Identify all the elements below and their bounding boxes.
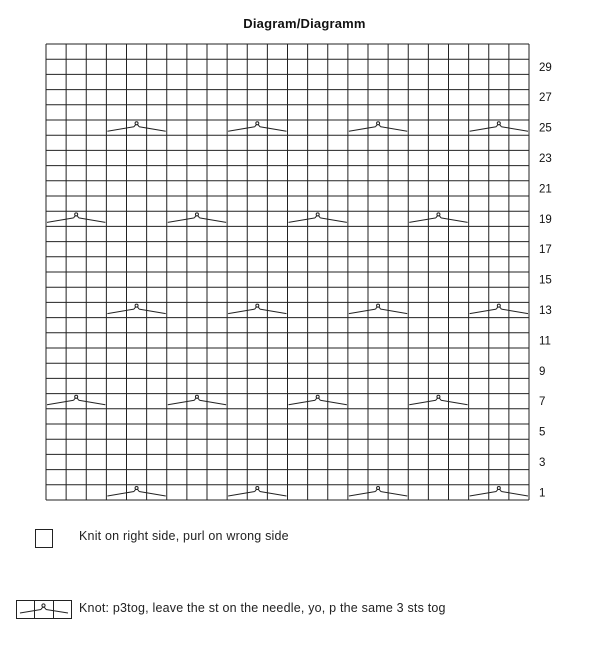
diagram-title: Diagram/Diagramm xyxy=(243,16,366,31)
knot-symbol xyxy=(168,395,226,405)
knot-symbol xyxy=(349,122,407,132)
knot-symbol xyxy=(289,213,347,223)
row-label: 23 xyxy=(539,153,552,165)
knot-symbol xyxy=(107,122,165,132)
row-label: 7 xyxy=(539,396,546,409)
row-label: 5 xyxy=(539,426,546,439)
row-label: 1 xyxy=(539,487,546,500)
row-label: 15 xyxy=(539,274,552,287)
knot-symbol xyxy=(470,487,528,497)
row-label: 13 xyxy=(539,305,552,317)
knot-symbol xyxy=(228,487,286,497)
grid xyxy=(46,44,529,500)
knot-symbol xyxy=(228,122,286,132)
row-label: 11 xyxy=(539,335,551,348)
knot-symbol xyxy=(228,304,286,314)
row-label: 9 xyxy=(539,365,546,378)
knot-symbol xyxy=(289,395,347,405)
knot-symbol xyxy=(107,304,165,314)
row-label: 19 xyxy=(539,213,552,226)
knot-symbol-box xyxy=(16,600,74,620)
knit-symbol-box xyxy=(35,529,53,548)
row-label: 25 xyxy=(539,122,552,135)
knot-symbol xyxy=(409,395,467,405)
knot-symbol xyxy=(349,487,407,497)
knot-symbol xyxy=(470,122,528,132)
knit-legend-text: Knit on right side, purl on wrong side xyxy=(79,529,289,543)
knot-symbol xyxy=(107,487,165,497)
row-label: 17 xyxy=(539,244,552,257)
knot-symbol xyxy=(47,395,105,405)
knot-symbol xyxy=(168,213,226,223)
row-label: 27 xyxy=(539,92,552,105)
row-label: 3 xyxy=(539,457,546,469)
knot-symbol xyxy=(409,213,467,223)
row-label: 21 xyxy=(539,183,552,196)
knot-symbol xyxy=(349,304,407,314)
knot-symbol xyxy=(47,213,105,223)
knot-symbol xyxy=(470,304,528,314)
row-label: 29 xyxy=(539,61,552,74)
knot-legend-text: Knot: p3tog, leave the st on the needle, yo, p the same 3 sts tog xyxy=(79,601,446,615)
